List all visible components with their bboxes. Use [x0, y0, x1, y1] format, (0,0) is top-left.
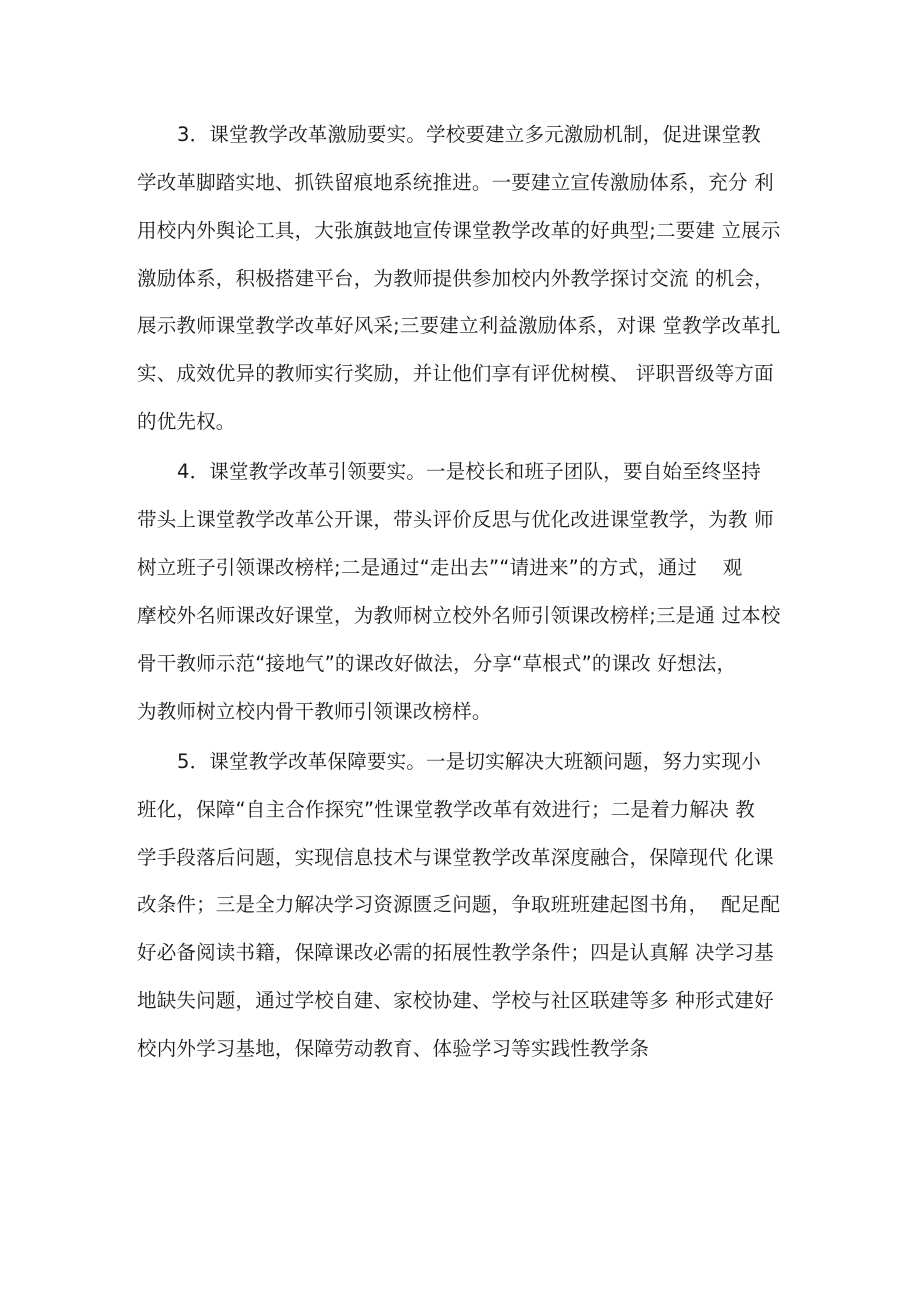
paragraph-3-line-6: 实、成效优异的教师实行奖励，并让他们享有评优树模、 评职晋级等方面	[137, 362, 774, 385]
paragraph-3-line-5: 展示教师课堂教学改革好风采;三要建立利益激励体系，对课 堂教学改革扎	[137, 314, 781, 337]
paragraph-3-line-3: 用校内外舆论工具，大张旗鼓地宣传课堂教学改革的好典型;二要建 立展示	[137, 219, 781, 242]
paragraph-3-line-7: 的优先权。	[137, 410, 236, 433]
paragraph-5-line-7: 校内外学习基地，保障劳动教育、体验学习等实践性教学条	[137, 1037, 650, 1060]
paragraph-4-line-4: 摩校外名师课改好课堂，为教师树立校外名师引领课改榜样;三是通 过本校	[137, 604, 781, 627]
paragraph-5-line-5: 好必备阅读书籍，保障课改必需的拓展性教学条件；四是认真解 决学习基	[137, 941, 774, 964]
paragraph-4-line-3: 树立班子引领课改榜样;二是通过“走出去”“请进来”的方式，通过 观	[137, 556, 743, 579]
paragraph-5-line-6: 地缺失问题，通过学校自建、家校协建、学校与社区联建等多 种形式建好	[137, 989, 774, 1012]
paragraph-5-line-3: 学手段落后问题，实现信息技术与课堂教学改革深度融合，保障现代 化课	[137, 846, 774, 869]
paragraph-4-line-2: 带头上课堂教学改革公开课，带头评价反思与优化改进课堂教学，为教 师	[137, 508, 774, 531]
paragraph-5-line-4: 改条件；三是全力解决学习资源匮乏问题，争取班班建起图书角， 配足配	[137, 893, 781, 916]
paragraph-4-line-6: 为教师树立校内骨干教师引领课改榜样。	[137, 700, 492, 723]
paragraph-4-line-5: 骨干教师示范“接地气”的课改好做法，分享“草根式”的课改 好想法，	[137, 652, 737, 675]
paragraph-5-line-2: 班化，保障“自主合作探究”性课堂教学改革有效进行；二是着力解决 教	[137, 798, 756, 821]
paragraph-5-line-1: 5．课堂教学改革保障要实。一是切实解决大班额问题，努力实现小	[177, 750, 761, 773]
paragraph-3-line-1: 3．课堂教学改革激励要实。学校要建立多元激励机制，促进课堂教	[177, 123, 761, 146]
paragraph-4-line-1: 4．课堂教学改革引领要实。一是校长和班子团队，要自始至终坚持	[177, 460, 761, 483]
paragraph-3-line-2: 学改革脚踏实地、抓铁留痕地系统推进。一要建立宣传激励体系，充分 利	[137, 171, 774, 194]
paragraph-3-line-4: 激励体系，积极搭建平台，为教师提供参加校内外教学探讨交流 的机会，	[137, 267, 774, 290]
